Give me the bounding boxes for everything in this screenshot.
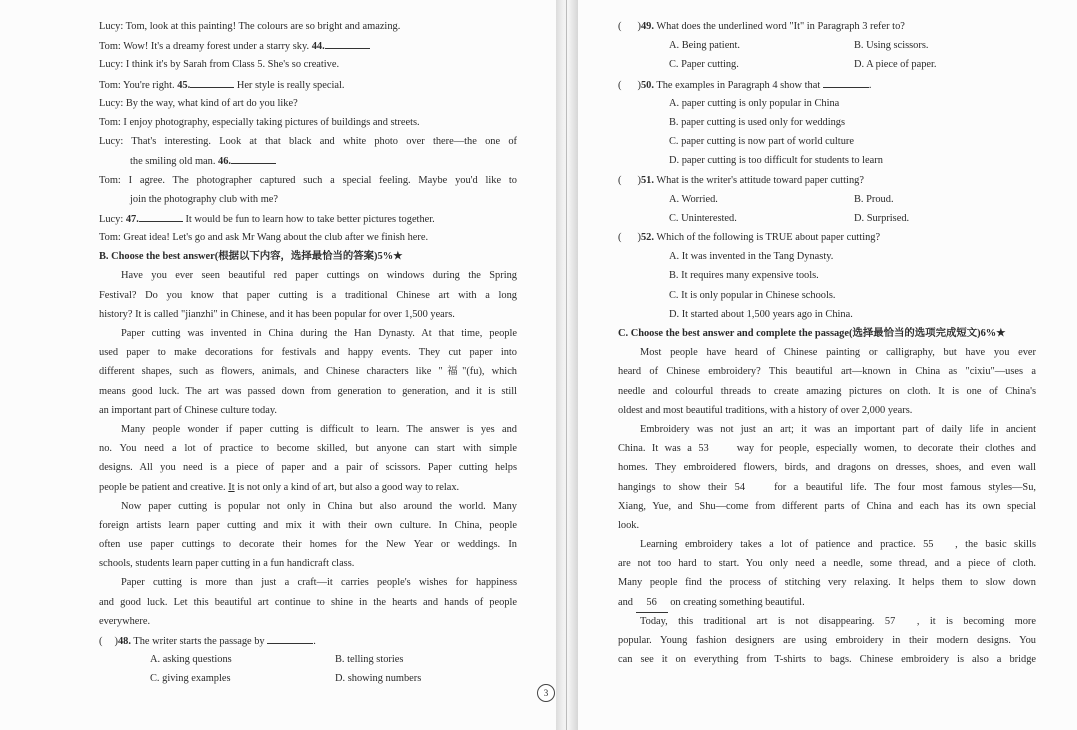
option-c[interactable]: C. Uninterested. — [669, 212, 737, 224]
dialogue-line: Lucy: I think it's by Sarah from Class 5. She's so creative. — [99, 59, 340, 71]
option-b[interactable]: B. Using scissors. — [854, 40, 929, 52]
question-stem-line — [618, 171, 1036, 190]
passage-text: Learning embroidery takes a lot of patience and practice. — [640, 539, 924, 551]
dialogue-line: Tom: Great idea! Let's go and ask Mr Wang about the club after we finish here. — [99, 232, 429, 244]
passage-line: needle and colourful threads to create amazing pictures on cloth. It is one of China's — [618, 385, 1036, 397]
passage-line: homes. They embroidered flowers, birds, and dragons on dresses, shoes, and even wall — [618, 462, 1036, 474]
answer-paren-close: ) — [637, 21, 641, 32]
passage-text: China. It was a — [618, 443, 699, 455]
options-row — [618, 305, 1036, 324]
dialogue-text: Tom: Wow! It's a dreamy forest under a starry sky. — [99, 41, 312, 53]
answer-blank[interactable] — [267, 631, 313, 644]
blank-number: 46. — [218, 156, 232, 168]
question-number: 50. — [640, 79, 654, 91]
answer-blank[interactable] — [190, 75, 234, 88]
option-a[interactable]: A. It was invented in the Tang Dynasty. — [669, 251, 834, 263]
passage-line — [618, 478, 1036, 497]
question-stem: Which of the following is TRUE about paper cutting? — [653, 232, 881, 244]
question-stem: What does the underlined word "It" in Paragraph 3 refer to? — [653, 21, 905, 32]
question-number: 52. — [640, 232, 654, 244]
option-b[interactable]: B. Proud. — [854, 193, 894, 205]
passage-line: foreign artists learn paper cutting and mix it with their own culture. In China, people — [99, 519, 517, 531]
passage-text: hangings to show their — [618, 481, 735, 493]
answer-blank[interactable] — [325, 36, 370, 49]
passage-line: popular. Young fashion designers are using embroidery in their modern designs. You — [618, 635, 1036, 646]
cloze-blank-57[interactable]: 57 — [885, 612, 917, 631]
passage-embroidery — [618, 343, 1036, 669]
question-48 — [99, 631, 517, 650]
option-b[interactable]: B. It requires many expensive tools. — [669, 270, 819, 282]
answer-paren-open: ( — [99, 636, 103, 647]
passage-line: an important part of Chinese culture today. — [99, 404, 277, 416]
passage-line — [618, 593, 1036, 612]
dialogue-line — [99, 36, 517, 55]
cloze-blank-54[interactable]: 54 — [735, 478, 767, 497]
dialogue-text: Her style is really special. — [234, 79, 345, 91]
underlined-word: It — [228, 481, 235, 493]
options-row — [618, 266, 1036, 285]
options-row — [618, 209, 1036, 228]
dialogue-text: Lucy: — [99, 213, 126, 225]
passage-text: way for people, especially women, to decorate their clothes and — [730, 443, 1036, 455]
passage-text: for a beautiful life. The four most famous styles—Su, — [766, 481, 1036, 493]
cloze-blank-55[interactable]: 55 — [923, 535, 955, 554]
book-gutter — [556, 0, 578, 730]
answer-blank[interactable] — [139, 209, 183, 222]
question-stem: What is the writer's attitude toward paper cutting? — [653, 174, 864, 186]
option-d[interactable]: D. It started about 1,500 years ago in China. — [669, 308, 853, 320]
question-52 — [618, 228, 1036, 324]
passage-line: used paper to make decorations for festivals and happy events. They cut paper into — [99, 347, 517, 359]
options-row — [618, 247, 1036, 266]
passage-line — [618, 612, 1036, 631]
options-row — [618, 55, 1036, 74]
answer-paren-close: ) — [114, 636, 118, 647]
left-column — [99, 17, 517, 689]
option-a[interactable]: A. Being patient. — [669, 40, 740, 52]
passage-line: can see it on everything from T-shirts to bags. Chinese embroidery is also a bridge — [618, 654, 1036, 666]
dialogue-text: Tom: You're right. — [99, 79, 178, 91]
question-51 — [618, 171, 1036, 229]
answer-paren-close: ) — [637, 174, 641, 186]
question-stem-line — [618, 75, 1036, 94]
answer-paren-open: ( — [618, 21, 622, 32]
cloze-blank-56[interactable]: 56 — [636, 593, 668, 613]
option-a[interactable]: A. Worried. — [669, 193, 718, 205]
passage-text: , the basic skills — [955, 539, 1036, 551]
passage-text: people be patient and creative. — [99, 481, 229, 493]
passage-line: are not too hard to start. You only need a needle, some thread, and a piece of cloth. — [618, 558, 1036, 570]
answer-paren-open: ( — [618, 79, 622, 91]
passage-line — [618, 535, 1036, 554]
passage-line: schools, students learn paper cutting in a fun handicraft class. — [99, 558, 355, 570]
passage-line: Now paper cutting is popular not only in China but also around the world. Many — [121, 500, 517, 512]
option-d[interactable]: D. Surprised. — [854, 212, 910, 224]
option-c[interactable]: C. giving examples — [150, 673, 231, 685]
passage-line: Many people wonder if paper cutting is difficult to learn. The answer is yes and — [121, 423, 517, 435]
question-number: 48. — [117, 636, 131, 647]
passage-line — [618, 439, 1036, 458]
answer-paren-close: ) — [637, 79, 641, 91]
passage-line: Paper cutting is more than just a craft—it carries people's wishes for happiness — [121, 577, 517, 589]
passage-line: and good luck. Let this beautiful art continue to shine in the hearts and hands of people — [99, 596, 517, 608]
right-column — [618, 17, 1036, 669]
answer-blank[interactable] — [823, 75, 869, 88]
stem-end: . — [313, 636, 316, 647]
dialogue-line: Lucy: That's interesting. Look at that black and white photo over there—the one of — [99, 136, 517, 148]
question-number: 49. — [640, 21, 654, 32]
page-number: 3 — [537, 684, 555, 702]
passage-line: Embroidery was not just an art; it was an important part of daily life in ancient — [640, 423, 1036, 435]
option-a[interactable]: A. asking questions — [150, 654, 232, 666]
options-row-cd — [99, 669, 517, 688]
passage-line: Have you ever seen beautiful red paper cuttings on windows during the Spring — [121, 270, 517, 282]
question-50 — [618, 75, 1036, 171]
section-c-heading: C. Choose the best answer and complete the passage(选择最恰当的选项完成短文)6%★ — [618, 328, 1006, 339]
passage-line: look. — [618, 519, 640, 531]
dialogue-text: It would be fun to learn how to take better pictures together. — [182, 213, 435, 225]
passage-line: oldest and most beautiful traditions, with a history of over 2,000 years. — [618, 404, 913, 416]
passage-line: designs. All you need is a piece of paper and a pair of scissors. Paper cutting helps — [99, 462, 517, 474]
passage-line: no. You need a lot of practice to become skilled, but anyone can start with simple — [99, 443, 517, 455]
dialogue — [99, 17, 517, 247]
passage-paper-cutting — [99, 266, 517, 631]
dialogue-line: join the photography club with me? — [130, 193, 279, 205]
option-d[interactable]: D. showing numbers — [335, 673, 422, 685]
dialogue-line: Lucy: By the way, what kind of art do you like? — [99, 97, 298, 109]
options-row — [618, 151, 1036, 170]
dialogue-text: the smiling old man. — [130, 156, 219, 168]
passage-line: Many people find the process of stitching very relaxing. It helps them to slow down — [618, 577, 1036, 589]
passage-text: Today, this traditional art is not disappearing. — [640, 615, 885, 627]
passage-line: Xiang, Yue, and Shu—come from different parts of China and each has its own special — [618, 500, 1036, 512]
passage-text: is not only a kind of art, but also a good way to relax. — [234, 481, 460, 493]
question-stem-line — [618, 17, 1036, 36]
answer-paren-open: ( — [618, 232, 622, 244]
passage-line: Paper cutting was invented in China during the Han Dynasty. At that time, people — [121, 328, 517, 339]
passage-line: heard of Chinese embroidery? This beautiful art—known in China as "cixiu"—uses a — [618, 366, 1036, 378]
passage-line: Festival? Do you know that paper cutting is a traditional Chinese art with a long — [99, 289, 517, 301]
cloze-blank-53[interactable]: 53 — [698, 439, 730, 458]
passage-line: Most people have heard of Chinese painting or calligraphy, but have you ever — [640, 347, 1036, 359]
passage-line: different shapes, such as flowers, animals, and Chinese characters like "福"(fu), which — [99, 366, 517, 378]
passage-text: and — [618, 596, 636, 608]
options-row — [618, 94, 1036, 113]
options-row — [618, 113, 1036, 132]
option-a[interactable]: A. paper cutting is only popular in China — [669, 97, 840, 109]
dialogue-line: Tom: I agree. The photographer captured such a special feeling. Maybe you'd like to — [99, 174, 517, 186]
answer-paren-open: ( — [618, 174, 622, 186]
blank-number: 45. — [177, 79, 191, 91]
stem-end: . — [868, 79, 872, 91]
passage-line — [99, 478, 517, 497]
answer-blank[interactable] — [231, 151, 276, 164]
question-number: 51. — [640, 174, 654, 186]
passage-text: , it is becoming more — [916, 615, 1036, 627]
options-row — [618, 190, 1036, 209]
question-stem-line — [618, 228, 1036, 247]
dialogue-line — [99, 75, 517, 94]
option-d[interactable]: D. paper cutting is too difficult for students to learn — [669, 155, 883, 167]
option-c[interactable]: C. It is only popular in Chinese schools. — [669, 289, 836, 301]
passage-text: on creating something beautiful. — [667, 596, 805, 608]
dialogue-line — [99, 209, 517, 228]
dialogue-line: Tom: I enjoy photography, especially taking pictures of buildings and streets. — [99, 116, 420, 128]
options-row-ab — [99, 650, 517, 669]
blank-number: 47. — [125, 213, 139, 225]
answer-paren-close: ) — [637, 232, 641, 244]
question-stem: The examples in Paragraph 4 show that — [653, 79, 821, 91]
options-row — [618, 132, 1036, 151]
passage-line: means good luck. The art was passed down from generation to generation, and it is still — [99, 385, 517, 397]
section-b-heading: B. Choose the best answer(根据以下内容，选择最恰当的答案)5%★ — [99, 251, 403, 263]
options-row — [618, 286, 1036, 305]
questions-49-52 — [618, 17, 1036, 324]
question-stem: The writer starts the passage by — [130, 636, 265, 647]
question-49 — [618, 17, 1036, 75]
passage-line: often use paper cuttings to decorate their homes for the New Year or weddings. In — [99, 539, 517, 551]
option-c[interactable]: C. Paper cutting. — [669, 59, 739, 71]
option-b[interactable]: B. paper cutting is used only for weddings — [669, 116, 846, 128]
option-d[interactable]: D. A piece of paper. — [854, 59, 937, 71]
options-row — [618, 36, 1036, 55]
gutter-line — [566, 0, 567, 730]
dialogue-line: Lucy: Tom, look at this painting! The colours are so bright and amazing. — [99, 21, 401, 32]
passage-line: history? It is called "jianzhi" in Chinese, and it has been popular for over 1,500 years. — [99, 308, 455, 320]
dialogue-line — [99, 151, 517, 170]
blank-number: 44. — [311, 41, 325, 53]
option-c[interactable]: C. paper cutting is now part of world culture — [669, 136, 854, 148]
passage-line: everywhere. — [99, 615, 151, 627]
option-b[interactable]: B. telling stories — [335, 654, 404, 666]
